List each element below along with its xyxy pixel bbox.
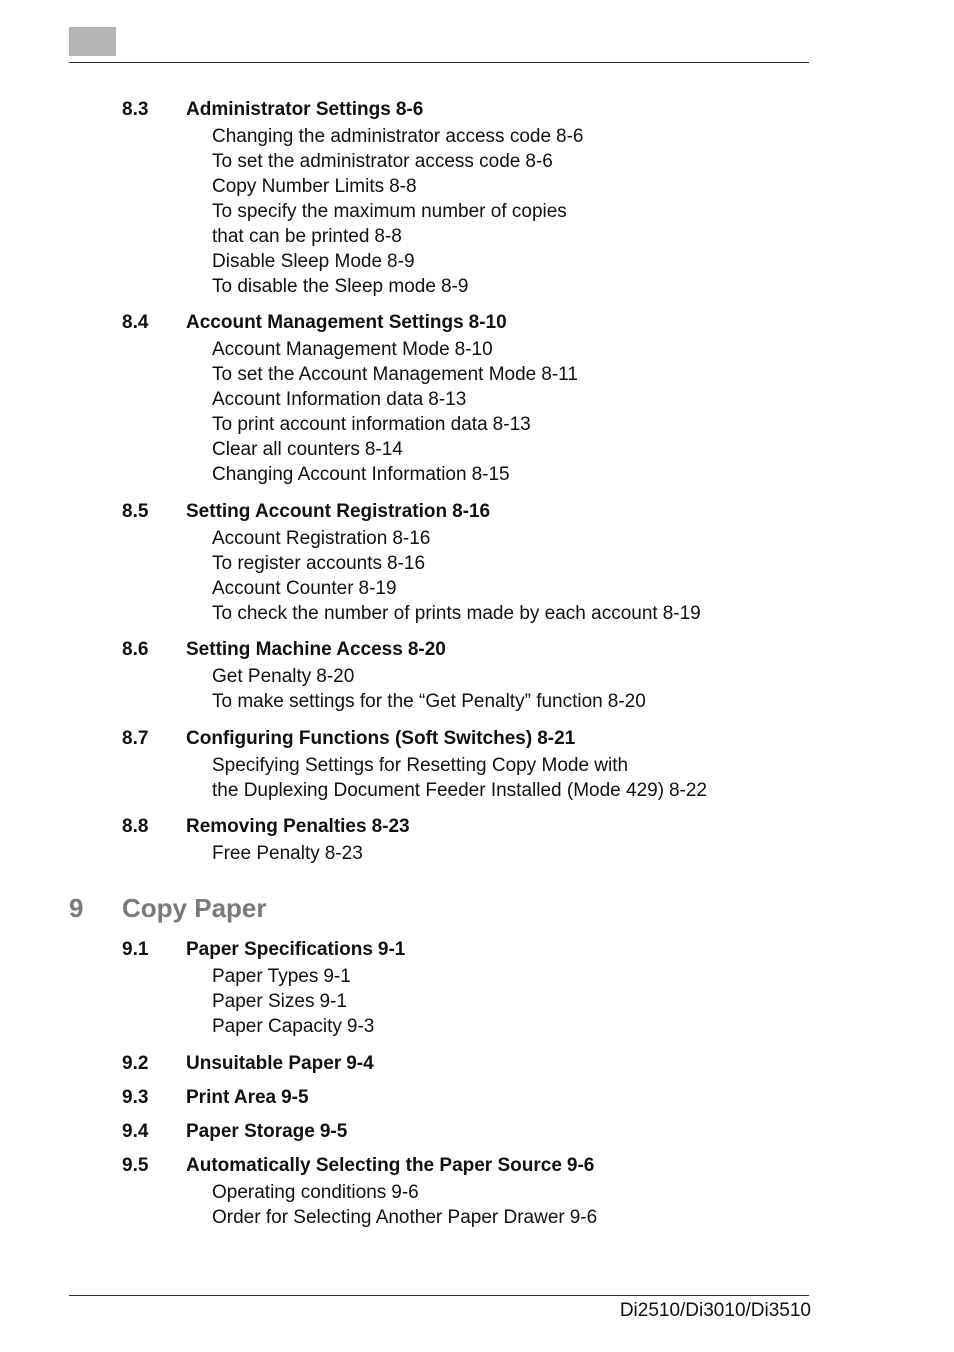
toc-page-number: 8-11 bbox=[541, 364, 578, 385]
toc-entry-title: Account Registration bbox=[212, 528, 388, 549]
toc-page-number: 9-4 bbox=[346, 1053, 374, 1074]
toc-page-number: 8-6 bbox=[525, 151, 553, 172]
chapter-number: 9 bbox=[69, 893, 84, 923]
toc-page-number: 9-6 bbox=[569, 1207, 598, 1228]
toc-entry-title: Get Penalty bbox=[212, 666, 312, 687]
toc-entry-title: Unsuitable Paper bbox=[186, 1053, 342, 1074]
toc-entry-title: To set the administrator access code bbox=[212, 151, 521, 172]
toc-section-number: 8.8 bbox=[122, 816, 149, 837]
toc-page-number: 8-23 bbox=[324, 843, 363, 864]
toc-entry-title: Setting Account Registration bbox=[186, 501, 448, 522]
toc-section-number: 9.5 bbox=[122, 1155, 149, 1176]
toc-section-number: 8.5 bbox=[122, 501, 149, 522]
toc-section-number: 8.4 bbox=[122, 312, 149, 333]
toc-entry-title: Account Management Settings bbox=[186, 312, 464, 333]
toc-section-number: 9.1 bbox=[122, 939, 149, 960]
toc-page-number: 8-9 bbox=[387, 251, 415, 272]
toc-entry-title: Changing Account Information bbox=[212, 464, 467, 485]
footer-model-name: Di2510/Di3010/Di3510 bbox=[619, 1300, 811, 1321]
toc-entry-title: To disable the Sleep mode bbox=[212, 276, 436, 297]
toc-page-number: 8-8 bbox=[389, 176, 417, 197]
toc-entry-title: Order for Selecting Another Paper Drawer bbox=[212, 1207, 565, 1228]
toc-entry-row bbox=[212, 753, 628, 778]
toc-entry-row bbox=[212, 199, 567, 224]
toc-entry-title: Account Counter bbox=[212, 578, 354, 599]
toc-entry-title: Paper Specifications bbox=[186, 939, 373, 960]
toc-page-number: 9-3 bbox=[346, 1016, 375, 1037]
toc-page-number: 8-22 bbox=[669, 780, 708, 801]
toc-page-number: 8-10 bbox=[454, 339, 493, 360]
toc-section-number: 8.7 bbox=[122, 728, 149, 749]
toc-entry-title: Changing the administrator access code bbox=[212, 126, 552, 147]
chapter-title: Copy Paper bbox=[122, 893, 267, 923]
toc-page-number: 8-20 bbox=[607, 691, 646, 712]
toc-section-number: 9.4 bbox=[122, 1121, 149, 1142]
toc-entry-title: Paper Storage bbox=[186, 1121, 315, 1142]
toc-page-number: 8-16 bbox=[392, 528, 431, 549]
toc-entry-title: Paper Capacity bbox=[212, 1016, 342, 1037]
toc-page-number: 9-6 bbox=[391, 1182, 419, 1203]
toc-page-number: 8-23 bbox=[371, 816, 410, 837]
toc-entry-title: the Duplexing Document Feeder Installed (Mode 429) bbox=[212, 780, 665, 801]
toc-page-number: 8-15 bbox=[471, 464, 510, 485]
toc-page-number: 8-6 bbox=[395, 99, 424, 120]
toc-entry-title: Removing Penalties bbox=[186, 816, 367, 837]
toc-page-number: 8-19 bbox=[358, 578, 397, 599]
toc-entry-title: Paper Sizes bbox=[212, 991, 315, 1012]
toc-entry-title: To make settings for the “Get Penalty” function bbox=[212, 691, 603, 712]
toc-entry-title: To specify the maximum number of copies bbox=[212, 201, 567, 222]
toc-entry-title: Account Information data bbox=[212, 389, 424, 410]
toc-page-number: 8-9 bbox=[440, 276, 469, 297]
toc-page-number: 8-16 bbox=[452, 501, 491, 522]
toc-entry-title: Specifying Settings for Resetting Copy Mode with bbox=[212, 755, 629, 776]
toc-page-number: 9-1 bbox=[319, 991, 347, 1012]
toc-entry-title: Disable Sleep Mode bbox=[212, 251, 383, 272]
toc-page-number: 9-5 bbox=[281, 1087, 309, 1108]
toc-page-number: 8-20 bbox=[407, 639, 446, 660]
toc-page-number: 9-6 bbox=[566, 1155, 595, 1176]
toc-entry-title: Paper Types bbox=[212, 966, 319, 987]
toc-section-number: 8.6 bbox=[122, 639, 149, 660]
toc-entry-title: Operating conditions bbox=[212, 1182, 387, 1203]
toc-entry-title: To register accounts bbox=[212, 553, 383, 574]
header-rule bbox=[69, 62, 809, 63]
chapter-tab-marker bbox=[69, 27, 116, 56]
toc-entry-title: Administrator Settings bbox=[186, 99, 391, 120]
toc-entry-title: Print Area bbox=[186, 1087, 277, 1108]
toc-page-number: 8-16 bbox=[387, 553, 426, 574]
toc-page-number: 9-1 bbox=[323, 966, 351, 987]
toc-entry-title: Automatically Selecting the Paper Source bbox=[186, 1155, 562, 1176]
toc-page-number: 8-10 bbox=[468, 312, 507, 333]
toc-page-number: 8-21 bbox=[537, 728, 576, 749]
toc-entry-title: that can be printed bbox=[212, 226, 370, 247]
toc-entry-title: To print account information data bbox=[212, 414, 488, 435]
toc-entry-title: Free Penalty bbox=[212, 843, 320, 864]
toc-section-number: 9.3 bbox=[122, 1087, 149, 1108]
toc-page-number: 8-14 bbox=[364, 439, 403, 460]
toc-page-number: 8-6 bbox=[556, 126, 584, 147]
toc-page-number: 8-19 bbox=[662, 603, 701, 624]
toc-page-number: 9-5 bbox=[319, 1121, 348, 1142]
toc-page-number: 8-8 bbox=[374, 226, 402, 247]
toc-page-number: 8-20 bbox=[316, 666, 355, 687]
toc-page-number: 8-13 bbox=[492, 414, 531, 435]
toc-entry-title: Copy Number Limits bbox=[212, 176, 385, 197]
toc-entry-title: Setting Machine Access bbox=[186, 639, 403, 660]
toc-entry-title: To check the number of prints made by each account bbox=[212, 603, 658, 624]
toc-entry-title: Clear all counters bbox=[212, 439, 360, 460]
toc-page-number: 8-13 bbox=[428, 389, 467, 410]
toc-page-number: 9-1 bbox=[377, 939, 406, 960]
toc-section-number: 8.3 bbox=[122, 99, 149, 120]
toc-entry-title: To set the Account Management Mode bbox=[212, 364, 537, 385]
toc-section-number: 9.2 bbox=[122, 1053, 149, 1074]
toc-entry-title: Account Management Mode bbox=[212, 339, 450, 360]
footer-rule bbox=[69, 1295, 809, 1296]
toc-entry-title: Configuring Functions (Soft Switches) bbox=[186, 728, 533, 749]
